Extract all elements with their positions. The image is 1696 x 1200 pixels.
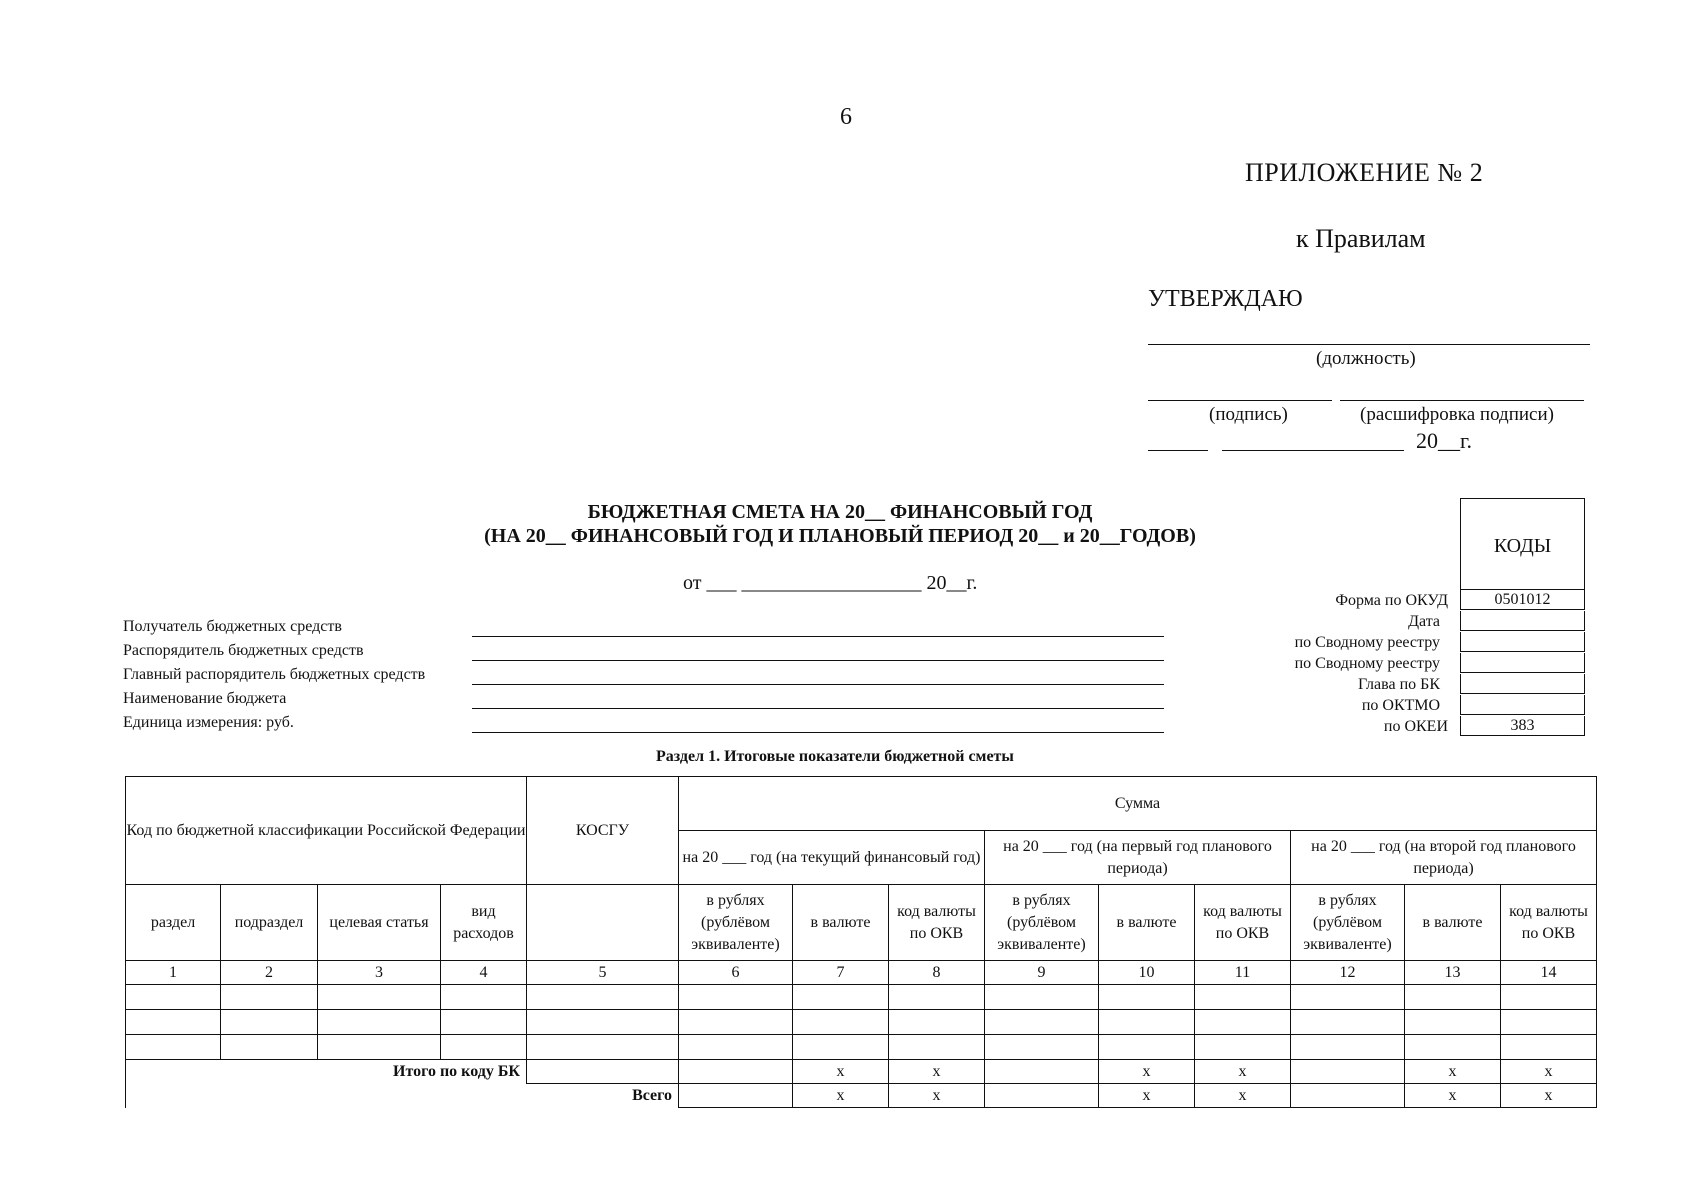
col-num-7: 7 [793,961,889,985]
unit-line [472,732,1164,733]
table-row [126,985,1597,1010]
header-year-2: на 20 ___ год (на первый год планового периода) [985,831,1291,885]
col-num-5: 5 [527,961,679,985]
signature-line [1148,400,1332,401]
codes-title: КОДЫ [1493,535,1552,557]
month-line [1222,450,1404,451]
col-num-8: 8 [889,961,985,985]
total-x-14: х [1501,1084,1597,1108]
total-bk-x-11: х [1195,1060,1291,1084]
label-chief-manager: Главный распорядитель бюджетных средств [123,666,426,683]
table-row [126,1010,1597,1035]
total-bk-x-14: х [1501,1060,1597,1084]
approve-label: УТВЕРЖДАЮ [1148,286,1303,312]
code-value-registry-2 [1460,653,1585,673]
header-cur-3: в валюте [1405,885,1501,961]
budget-table [125,776,1597,1108]
header-sum: Сумма [679,777,1597,831]
header-bk: Код по бюджетной классификации Российской Федерации [126,777,527,885]
appendix-title: ПРИЛОЖЕНИЕ № 2 [1245,158,1484,187]
header-rub-3: в рублях (рублёвом эквиваленте) [1291,885,1405,961]
code-label-okei: по ОКЕИ [1383,718,1448,735]
col-num-6: 6 [679,961,793,985]
code-label-date: Дата [1408,613,1440,630]
header-year-1: на 20 ___ год (на текущий финансовый год) [679,831,985,885]
label-recipient: Получатель бюджетных средств [123,618,342,635]
header-year-3: на 20 ___ год (на второй год планового периода) [1291,831,1597,885]
label-budget-name: Наименование бюджета [123,690,287,707]
total-bk-label: Итого по коду БК [126,1060,527,1084]
header-okv-3: код валюты по ОКВ [1501,885,1597,961]
code-value-date [1460,611,1585,631]
day-line [1148,450,1208,451]
col-num-11: 11 [1195,961,1291,985]
kosgu-blank [527,885,679,961]
header-expense-type: вид расходов [441,885,527,961]
col-num-9: 9 [985,961,1099,985]
col-num-1: 1 [126,961,221,985]
code-label-oktmo: по ОКТМО [1361,697,1440,714]
label-manager: Распорядитель бюджетных средств [123,642,364,659]
signature-decode-line [1340,400,1584,401]
chief-manager-line [472,684,1164,685]
signature-decode-caption: (расшифровка подписи) [1360,404,1554,425]
header-kosgu: КОСГУ [527,777,679,885]
col-num-3: 3 [318,961,441,985]
signature-caption: (подпись) [1209,404,1288,425]
total-x-10: х [1099,1084,1195,1108]
position-line [1148,344,1590,345]
col-num-13: 13 [1405,961,1501,985]
total-x-11: х [1195,1084,1291,1108]
header-rub-1: в рублях (рублёвом эквиваленте) [679,885,793,961]
page-number: 6 [840,104,852,130]
recipient-line [472,636,1164,637]
col-num-4: 4 [441,961,527,985]
code-label-okud: Форма по ОКУД [1335,592,1448,609]
col-num-12: 12 [1291,961,1405,985]
to-rules: к Правилам [1296,224,1426,253]
header-cur-2: в валюте [1099,885,1195,961]
document-date: от ___ __________________ 20__г. [683,572,978,594]
table-row [126,1035,1597,1060]
col-num-2: 2 [221,961,318,985]
code-label-registry-1: по Сводному реестру [1294,634,1440,651]
code-value-chapter [1460,674,1585,694]
total-bk-x-8: х [889,1060,985,1084]
total-bk-x-13: х [1405,1060,1501,1084]
col-num-10: 10 [1099,961,1195,985]
header-subsection: подраздел [221,885,318,961]
col-num-14: 14 [1501,961,1597,985]
total-bk-x-7: х [793,1060,889,1084]
manager-line [472,660,1164,661]
code-label-chapter: Глава по БК [1358,676,1440,693]
code-value-oktmo [1460,695,1585,715]
label-unit: Единица измерения: руб. [123,714,294,731]
header-target-article: целевая статья [318,885,441,961]
total-x-7: х [793,1084,889,1108]
header-okv-1: код валюты по ОКВ [889,885,985,961]
total-bk-x-10: х [1099,1060,1195,1084]
code-value-registry-1 [1460,632,1585,652]
title-line-1: БЮДЖЕТНАЯ СМЕТА НА 20__ ФИНАНСОВЫЙ ГОД [587,501,1093,523]
code-value-okei: 383 [1460,716,1585,736]
codes-header-box [1460,498,1585,590]
header-section: раздел [126,885,221,961]
code-label-registry-2: по Сводному реестру [1294,655,1440,672]
approve-year: 20__г. [1416,428,1473,453]
section-title: Раздел 1. Итоговые показатели бюджетной сметы [656,748,1014,765]
header-okv-2: код валюты по ОКВ [1195,885,1291,961]
document-title [460,500,1220,548]
total-x-8: х [889,1084,985,1108]
total-row [126,1084,1597,1108]
total-x-13: х [1405,1084,1501,1108]
code-value-okud: 0501012 [1460,590,1585,610]
budget-name-line [472,708,1164,709]
total-label: Всего [527,1084,679,1108]
header-cur-1: в валюте [793,885,889,961]
total-bk-row [126,1060,1597,1084]
title-line-2: (НА 20__ ФИНАНСОВЫЙ ГОД И ПЛАНОВЫЙ ПЕРИОД 20__ и 20__ГОДОВ) [484,525,1196,547]
header-rub-2: в рублях (рублёвом эквиваленте) [985,885,1099,961]
position-caption: (должность) [1316,348,1416,369]
